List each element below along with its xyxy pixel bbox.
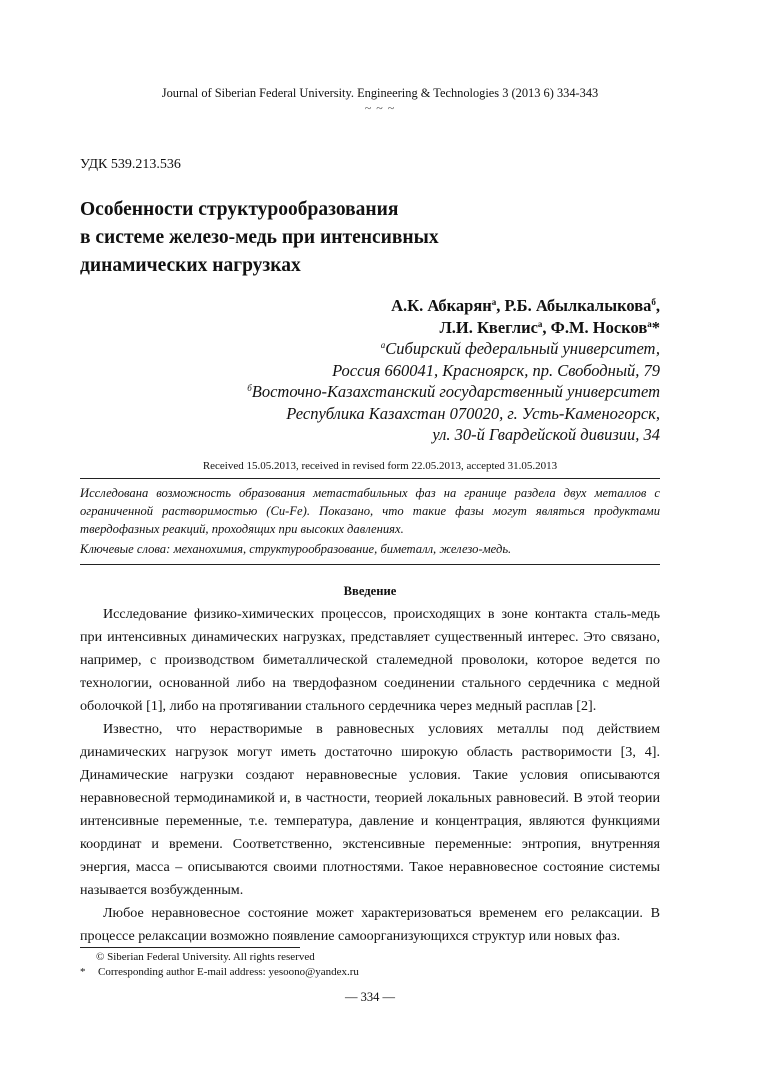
affiliation-text: Восточно-Казахстанский государственный университет (251, 382, 660, 401)
affiliation-mark: а (647, 318, 652, 329)
author-name: Л.И. Квеглис (439, 317, 538, 337)
authors-line-2 (247, 317, 660, 339)
paragraph: Исследование физико-химических процессов, происходящих в зоне контакта сталь-медь при интенсивных динамических нагрузках, представляет существенный интерес. Это связано, например, с производством биметаллической сталемедной проволоки, которое ведется по технологии, основанной либо на твердофазном соединении стального сердечника с медной оболочкой [1], либо на протягивании стального сердечника через медный расплав [2]. (80, 606, 660, 714)
footnote-rule (80, 947, 300, 948)
affiliation-b-address: Республика Казахстан 070020, г. Усть-Каменогорск, (286, 403, 660, 423)
affiliation-a (247, 338, 660, 360)
abstract: Исследована возможность образования метастабильных фаз на границе раздела двух металлов с ограниченной растворимостью (Cu-Fe). Показано, что такие фазы могут являться продуктами твердофазных реакций, проходящих при высоких давлениях. (80, 486, 660, 536)
affiliation-b (247, 381, 660, 403)
copyright-footnote: © Siberian Federal University. All rights reserved (96, 951, 315, 963)
paragraph: Известно, что нерастворимые в равновесных условиях металлы под действием динамических нагрузок могут иметь достаточно широкую область растворимости [3, 4]. Динамические нагрузки создают неравновесные условия. Такие условия описываются неравновесной термодинамикой и, в частности, теорией локальных равновесий. В этой теории интенсивные переменные, т.е. температура, давление и концентрация, являются функциями координат и времени. Соответственно, экстенсивные переменные: энтропия, внутренняя энергия, масса – описываются своими плотностями. Такое неравновесное состояние системы называется возбужденным. (80, 721, 660, 898)
abstract-bottom-rule (80, 564, 660, 565)
footnote-star: * (80, 966, 86, 978)
header-separator: ~ ~ ~ (364, 101, 396, 115)
title-line: в системе железо-медь при интенсивных (80, 227, 439, 248)
title-line: динамических нагрузках (80, 255, 301, 276)
affiliation-text: Сибирский федеральный университет, (385, 339, 660, 358)
authors-block (247, 295, 660, 446)
affiliation-b-street: ул. 30-й Гвардейской дивизии, 34 (432, 425, 660, 444)
author-name: А.К. Абкарян (391, 296, 492, 315)
abstract-top-rule (80, 478, 660, 479)
journal-header: Journal of Siberian Federal University. Engineering & Technologies 3 (2013 6) 334-343 (161, 86, 599, 100)
affiliation-mark: а (380, 340, 386, 350)
title-line: Особенности структурообразования (80, 199, 399, 220)
corresponding-footnote (80, 966, 359, 978)
section-heading: Введение (343, 584, 397, 598)
author-name: , Ф.М. Носков (542, 317, 648, 337)
received-dates: Received 15.05.2013, received in revised form 22.05.2013, accepted 31.05.2013 (202, 460, 558, 472)
corresponding-email: Corresponding author E-mail address: yesoono@yandex.ru (98, 966, 359, 978)
udk-code: УДК 539.213.536 (80, 157, 181, 172)
author-name: , Р.Б. Абылкалыкова (496, 296, 652, 315)
affiliation-mark: а (537, 318, 543, 329)
corresponding-mark: * (651, 317, 660, 337)
article-title (80, 196, 439, 280)
page-number: — 334 — (345, 990, 395, 1004)
keywords: Ключевые слова: механохимия, структурообразование, биметалл, железо-медь. (80, 542, 512, 556)
paragraph: Любое неравновесное состояние может характеризоваться временем его релаксации. В процессе релаксации возможно появление самоорганизующихся структур или новых фаз. (80, 905, 660, 944)
body-text (80, 603, 660, 948)
affiliation-a-address: Россия 660041, Красноярск, пр. Свободный, 79 (332, 360, 660, 380)
authors-line-1 (247, 295, 660, 317)
affiliation-mark: б (651, 297, 656, 307)
punct: , (655, 296, 660, 315)
affiliation-mark: а (491, 297, 497, 307)
affiliation-mark: б (247, 383, 252, 393)
